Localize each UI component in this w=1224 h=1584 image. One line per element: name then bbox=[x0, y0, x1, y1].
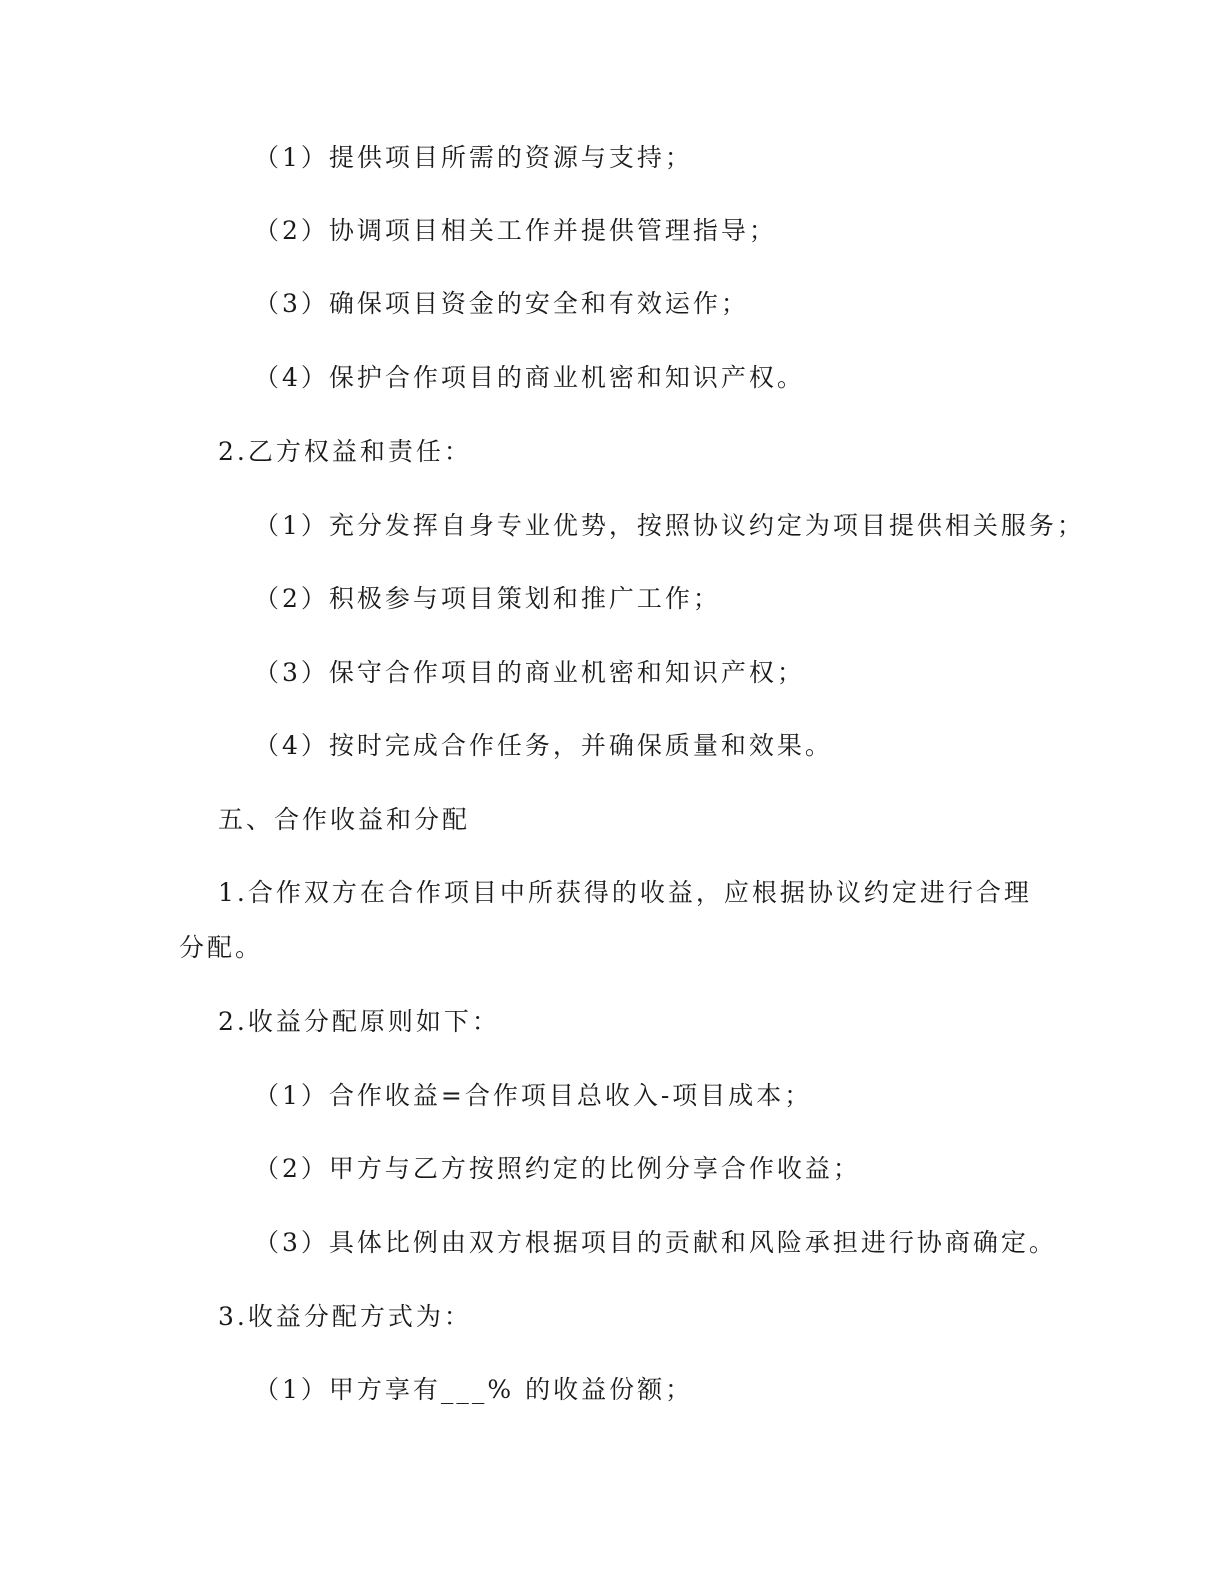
paragraph-2-heading: 2.收益分配原则如下： bbox=[218, 1007, 500, 1036]
paragraph-3-heading: 3.收益分配方式为： bbox=[218, 1302, 472, 1331]
section-party-b-heading: 2.乙方权益和责任： bbox=[218, 437, 472, 466]
clause-b-2: （2）积极参与项目策划和推广工作； bbox=[254, 584, 721, 613]
clause-a-4: （4）保护合作项目的商业机密和知识产权。 bbox=[254, 363, 805, 392]
clause-a-3: （3）确保项目资金的安全和有效运作； bbox=[254, 289, 749, 318]
principle-2: （2）甲方与乙方按照约定的比例分享合作收益； bbox=[254, 1154, 861, 1183]
section-five-heading: 五、合作收益和分配 bbox=[218, 805, 471, 834]
clause-b-4: （4）按时完成合作任务，并确保质量和效果。 bbox=[254, 731, 833, 760]
principle-1: （1）合作收益=合作项目总收入-项目成本； bbox=[254, 1081, 813, 1110]
principle-3: （3）具体比例由双方根据项目的贡献和风险承担进行协商确定。 bbox=[254, 1228, 1057, 1257]
clause-b-1: （1）充分发挥自身专业优势，按照协议约定为项目提供相关服务； bbox=[254, 511, 1085, 540]
clause-a-2: （2）协调项目相关工作并提供管理指导； bbox=[254, 216, 777, 245]
clause-a-1: （1）提供项目所需的资源与支持； bbox=[254, 143, 693, 172]
clause-b-3: （3）保守合作项目的商业机密和知识产权； bbox=[254, 658, 805, 687]
paragraph-1-line-1: 1.合作双方在合作项目中所获得的收益，应根据协议约定进行合理 bbox=[218, 878, 1032, 907]
method-1: （1）甲方享有___% 的收益份额； bbox=[254, 1375, 694, 1404]
paragraph-1-line-2: 分配。 bbox=[179, 933, 264, 962]
